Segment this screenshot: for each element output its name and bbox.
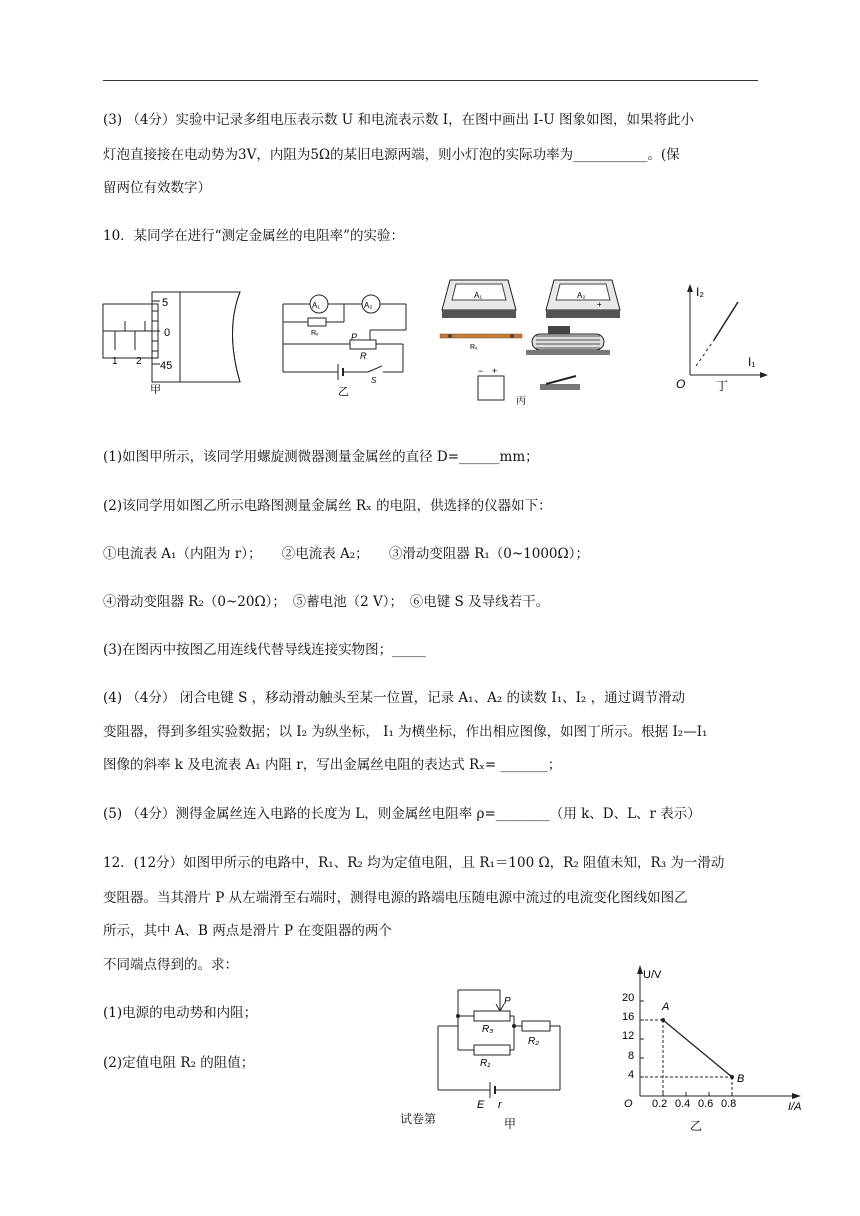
meter-a2-plus: + (597, 300, 602, 309)
mic-label-1: 1 (112, 356, 118, 367)
q12-circuit-figure (430, 980, 570, 1132)
fig-yi-caption: 乙 (338, 386, 349, 397)
q12-fig-jia-caption: 甲 (504, 1117, 517, 1131)
q12-ui-graph (616, 962, 812, 1134)
x-tick-08: 0.8 (721, 1098, 737, 1110)
x-tick-06: 0.6 (698, 1098, 714, 1110)
q10-p1: (1)如图甲所示，该同学用螺旋测微器测量金属丝的直径 D=______mm； (103, 449, 539, 465)
origin-label: O (676, 377, 686, 391)
apparatus-bing-figure (436, 270, 636, 410)
e-label: E (477, 1099, 485, 1111)
i-axis-arrow (792, 1093, 801, 1099)
r-internal-label: r (498, 1099, 502, 1111)
q9-3-line1: (3) （4分）实验中记录多组电压表示数 U 和电流表示数 I，在图中画出 I-U 图象如图，如果将此小 (103, 112, 694, 128)
q12-line1: 12．(12分）如图甲所示的电路中，R₁、R₂ 均为定值电阻，且 R₁＝100 Ω，R₂ 阻值未知，R₃ 为一滑动 (103, 855, 725, 871)
q10-p9: (5) （4分）测得金属丝连入电路的长度为 L，则金属丝电阻率 ρ=________（用 k、D、L、r 表示） (103, 806, 701, 822)
a1-label: A₁ (312, 301, 321, 310)
rx-wire-label: Rₓ (470, 344, 478, 351)
point-a-label: A (662, 1001, 670, 1013)
meter-a1-label: A₁ (474, 291, 483, 300)
rx-label: Rₓ (311, 330, 319, 337)
q12-origin-label: O (624, 1098, 633, 1110)
mic-label-0: 0 (164, 327, 171, 339)
q9-3-line2: 灯泡直接接在电动势为3V，内阻为5Ω的某旧电源两端，则小灯泡的实际功率为___________。(保 (103, 147, 680, 163)
r2-label: R₂ (528, 1036, 540, 1047)
q9-3-line3: 留两位有效数字） (103, 180, 211, 196)
q12-line6: (2)定值电阻 R₂ 的阻值； (103, 1055, 255, 1071)
y-tick-8: 8 (628, 1050, 635, 1062)
i1-axis-label: I₁ (748, 355, 756, 369)
mic-label-5: 5 (162, 297, 169, 309)
fig-jia-caption: 甲 (150, 384, 161, 396)
y-tick-16: 16 (622, 1011, 635, 1023)
q12-line5: (1)电源的电动势和内阻； (103, 1005, 258, 1021)
q10-p3: ①电流表 A₁（内阻为 r）； ②电流表 A₂； ③滑动变阻器 R₁（0~1000Ω）； (103, 546, 589, 562)
r1-label: R₁ (480, 1058, 491, 1069)
circuit-yi-figure (278, 282, 413, 397)
i2-axis-label: I₂ (696, 285, 704, 299)
ui-line (663, 1020, 732, 1077)
q12-line3: 所示，其中 A、B 两点是滑片 P 在变阻器的两个 (103, 923, 392, 939)
q12-line4: 不同端点得到的。求： (103, 957, 238, 973)
r-label: R (360, 351, 367, 361)
micrometer-figure (100, 286, 265, 396)
point-b (730, 1075, 734, 1079)
mic-label-45: 45 (160, 360, 173, 372)
q10-p2: (2)该同学用如图乙所示电路图测量金属丝 Rₓ 的电阻，供选择的仪器如下： (103, 498, 552, 514)
q10-p4: ④滑动变阻器 R₂（0~20Ω）； ⑤蓄电池（2 V）； ⑥电键 S 及导线若干。 (103, 594, 550, 610)
q10-title: 10．某同学在进行“测定金属丝的电阻率”的实验： (103, 228, 404, 244)
mic-label-2: 2 (136, 356, 142, 367)
u-axis-label: U/V (643, 969, 662, 981)
i-axis-label: I/A (788, 1101, 802, 1113)
y-tick-12: 12 (622, 1030, 635, 1042)
fig-ding-caption: 丁 (716, 379, 729, 393)
r3-label: R₃ (482, 1024, 494, 1035)
top-rule (103, 80, 758, 81)
y-tick-4: 4 (628, 1069, 635, 1081)
a2-label: A₂ (364, 301, 373, 310)
q10-p8: 图像的斜率 k 及电流表 A₁ 内阻 r，写出金属丝电阻的表达式 Rₓ= _______； (103, 757, 562, 773)
q10-p7: 变阻器，得到多组实验数据；以 I₂ 为纵坐标， I₁ 为横坐标，作出相应图像，如图丁所示。根据 I₂—I₁ (103, 724, 708, 740)
x-tick-02: 0.2 (652, 1098, 668, 1110)
q10-p6: (4) （4分） 闭合电键 S ，移动滑动触头至某一位置，记录 A₁、A₂ 的读数 I₁、I₂ ，通过调节滑动 (103, 690, 686, 706)
battery-minus: − (478, 366, 484, 376)
graph-ding-figure (672, 280, 772, 395)
page-footer: 试卷第 (400, 1112, 437, 1126)
p-label: P (351, 332, 358, 342)
s-label: S (371, 376, 377, 385)
fig-bing-caption: 丙 (516, 396, 526, 407)
y-tick-20: 20 (622, 992, 635, 1004)
point-b-label: B (737, 1073, 745, 1085)
x-tick-04: 0.4 (675, 1098, 691, 1110)
q12-p-label: P (504, 996, 511, 1007)
battery-plus: + (492, 366, 498, 376)
meter-a2-label: A₂ (577, 291, 586, 300)
q10-p5: (3)在图丙中按图乙用连线代替导线连接实物图；_____ (103, 642, 426, 658)
q12-fig-yi-caption: 乙 (690, 1119, 703, 1133)
point-a (661, 1018, 665, 1022)
q12-line2: 变阻器。当其滑片 P 从左端滑至右端时，测得电源的路端电压随电源中流过的电流变化图线如图乙 (103, 890, 688, 906)
